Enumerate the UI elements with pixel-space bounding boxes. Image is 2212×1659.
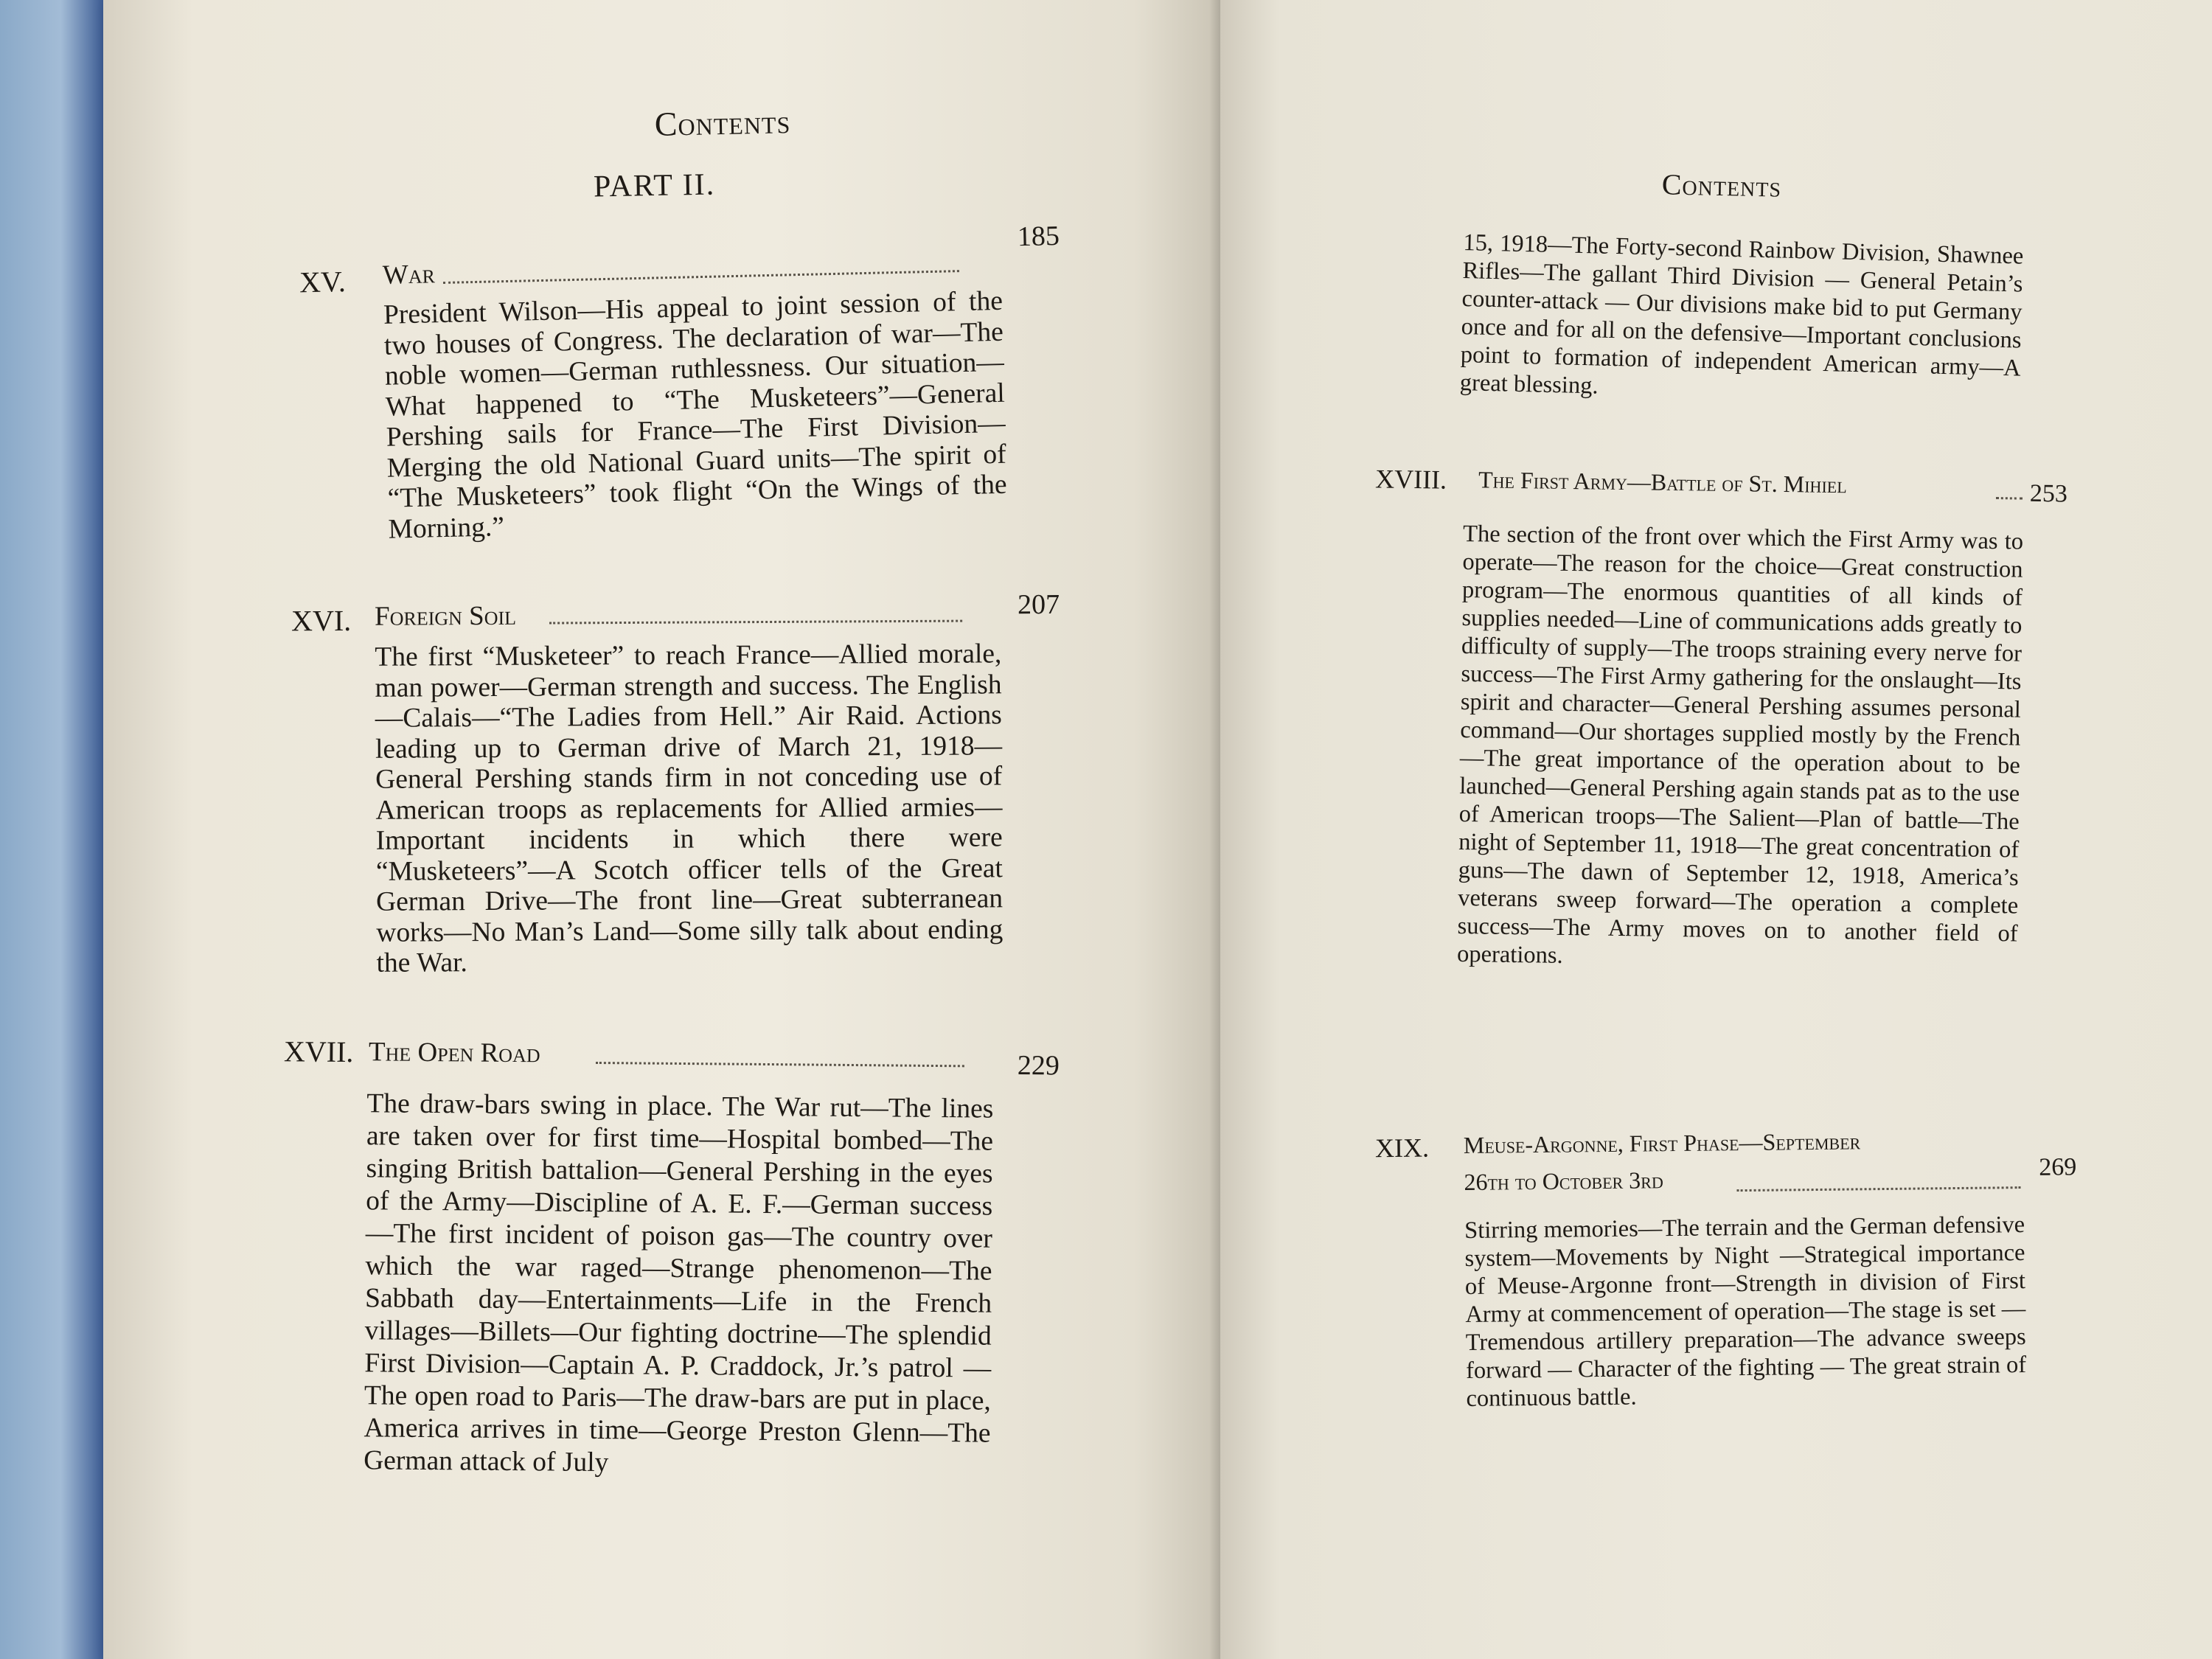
chapter-number: XIX. bbox=[1374, 1133, 1430, 1164]
chapter-title: The First Army—Battle of St. Mihiel bbox=[1478, 466, 1847, 498]
book-cover-edge bbox=[0, 0, 111, 1659]
chapter-number: XVI. bbox=[291, 603, 352, 638]
chapter-title: Meuse-Argonne, First Phase—September bbox=[1463, 1127, 1861, 1158]
chapter-title: The Open Road bbox=[368, 1037, 540, 1069]
chapter-description: The first “Musketeer” to reach France—Allied morale, man power—German strength and success. The English—Calais—“The Ladies from Hell.” Air Raid. Actions leading up to German drive of March 21, 1918—General Pershing stands firm in not conceding use of American troops as replacements for Allied armies—Important incidents in which there were “Musketeers”—A Scotch officer tells of the Great German Drive—The front line—Great subterranean works—No Man’s Land—Some silly talk about ending the War. bbox=[375, 639, 1004, 978]
part-heading: PART II. bbox=[593, 167, 716, 204]
chapter-title-continued: 26th to October 3rd bbox=[1464, 1166, 1663, 1195]
dot-leader bbox=[549, 620, 962, 625]
page-number: 253 bbox=[2029, 479, 2068, 508]
chapter-title: War bbox=[382, 259, 436, 291]
continued-description: 15, 1918—The Forty-second Rainbow Division, Shawnee Rifles—The gallant Third Division — General Petain’s counter-attack — Our divisions make bid to put Germany once and for all on the defensive—Important conclusions point to formation of independent American army—A great blessing. bbox=[1459, 229, 2024, 400]
chapter-description: The draw-bars swing in place. The War rut—The lines are taken over for first time—Hospital bombed—The singing British battalion—General Pershing in the eyes of the Army—Discipline of A. E. F.—German success—The first incident of poison gas—The country over which the war raged—Strange phenomenon—The Sabbath day—Entertainments—Life in the French villages—Billets—Our fighting doctrine—The splendid First Division—Captain A. P. Craddock, Jr.’s patrol —The open road to Paris—The draw-bars are put in place, America arrives in time—George Preston Glenn—The German attack of July bbox=[363, 1088, 994, 1478]
chapter-title: Foreign Soil bbox=[374, 600, 517, 632]
page-number: 207 bbox=[1017, 588, 1060, 621]
dot-leader bbox=[596, 1062, 964, 1067]
chapter-number: XVIII. bbox=[1374, 464, 1447, 495]
page-number: 269 bbox=[2039, 1153, 2077, 1181]
dot-leader bbox=[1996, 497, 2023, 500]
page-header: Contents bbox=[1661, 167, 1782, 204]
page-number: 229 bbox=[1017, 1049, 1060, 1082]
page-number: 185 bbox=[1017, 220, 1060, 253]
dot-leader bbox=[443, 270, 959, 284]
chapter-description: President Wilson—His appeal to joint session of the two houses of Congress. The declaration of war—The noble women—German ruthlessness. Our situation—What happened to “The Musketeers”—General Pershing sails for France—The First Division—Merging the old National Guard units—The spirit of “The Musketeers” took flight “On the Wings of the Morning.” bbox=[383, 285, 1007, 545]
page-header: Contents bbox=[654, 102, 791, 143]
chapter-number: XVII. bbox=[283, 1034, 354, 1069]
chapter-description: Stirring memories—The terrain and the German defensive system—Movements by Night —Strategical importance of Meuse-Argonne front—Strength in division of First Army at commencement of operation—The stage is set —Tremendous artillery preparation—The advance sweeps forward — Character of the fighting — The great strain of continuous battle. bbox=[1464, 1211, 2027, 1412]
chapter-description: The section of the front over which the First Army was to operate—The reason for the choice—Great construction program—The enormous quantities of all kinds of supplies needed—Line of communications adds greatly to difficulty of supply—The troops straining every nerve for success—The First Army gathering for the onslaught—Its spirit and character—General Pershing assumes personal command—Our shortages supplied mostly by the French—The great importance of the operation about to be launched—General Pershing again stands pat as to the use of American troops—The Salient—Plan of battle—The night of September 11, 1918—The great concentration of guns—The dawn of September 12, 1918, America’s veterans sweep forward—The operation a complete success—The Army moves on to another field of operations. bbox=[1456, 520, 2024, 969]
dot-leader bbox=[1737, 1186, 2021, 1192]
left-page bbox=[103, 0, 1224, 1659]
chapter-number: XV. bbox=[299, 264, 347, 299]
right-page bbox=[1220, 0, 2212, 1659]
